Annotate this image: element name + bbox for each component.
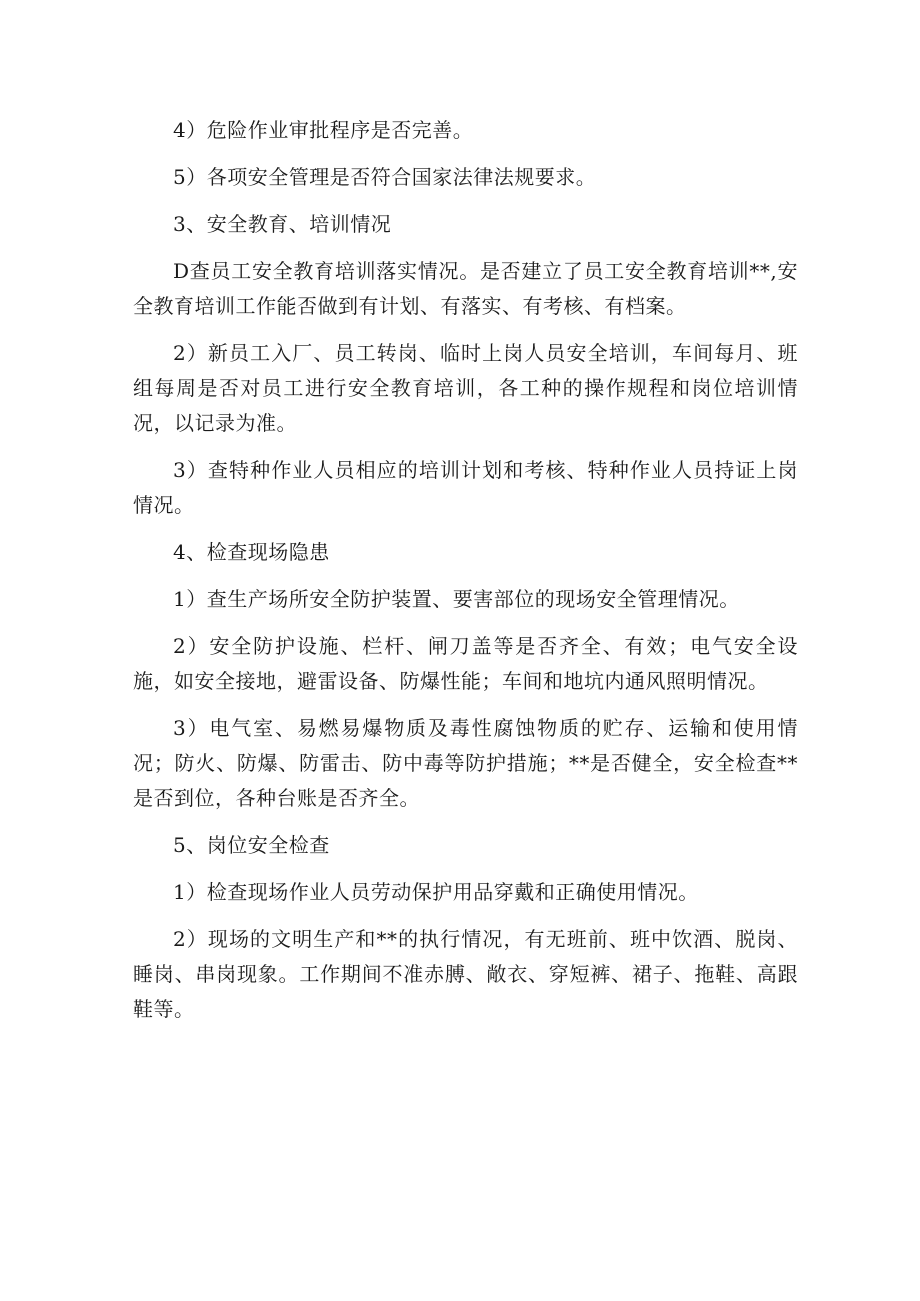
paragraph-hazards-2: 2）安全防护设施、栏杆、闸刀盖等是否齐全、有效；电气安全设施，如安全接地，避雷设备、防爆性能；车间和地坑内通风照明情况。 [133, 634, 798, 693]
paragraph-hazards-1: 1）查生产场所安全防护装置、要害部位的现场安全管理情况。 [173, 587, 740, 611]
paragraph-item-4-approval: 4）危险作业审批程序是否完善。 [173, 118, 474, 142]
document-body [133, 113, 798, 1039]
section-heading-3-training: 3、安全教育、培训情况 [173, 212, 392, 236]
paragraph-training-2: 2）新员工入厂、员工转岗、临时上岗人员安全培训，车间每月、班组每周是否对员工进行安全教育培训，各工种的操作规程和岗位培训情况，以记录为准。 [133, 341, 798, 435]
section-heading-4-hazards: 4、检查现场隐患 [173, 540, 330, 564]
section-heading-5-post-check: 5、岗位安全检查 [173, 833, 330, 857]
paragraph-post-check-1: 1）检查现场作业人员劳动保护用品穿戴和正确使用情况。 [173, 880, 699, 904]
paragraph-hazards-3: 3）电气室、易燃易爆物质及毒性腐蚀物质的贮存、运输和使用情况；防火、防爆、防雷击、防中毒等防护措施；**是否健全，安全检查**是否到位，各种台账是否齐全。 [133, 716, 798, 810]
paragraph-post-check-2: 2）现场的文明生产和**的执行情况，有无班前、班中饮酒、脱岗、睡岗、串岗现象。工作期间不准赤膊、敞衣、穿短裤、裙子、拖鞋、高跟鞋等。 [133, 927, 798, 1021]
paragraph-item-5-compliance: 5）各项安全管理是否符合国家法律法规要求。 [173, 165, 597, 189]
paragraph-training-3: 3）查特种作业人员相应的培训计划和考核、特种作业人员持证上岗情况。 [133, 458, 798, 517]
paragraph-training-1: D查员工安全教育培训落实情况。是否建立了员工安全教育培训**,安全教育培训工作能否做到有计划、有落实、有考核、有档案。 [133, 259, 798, 318]
